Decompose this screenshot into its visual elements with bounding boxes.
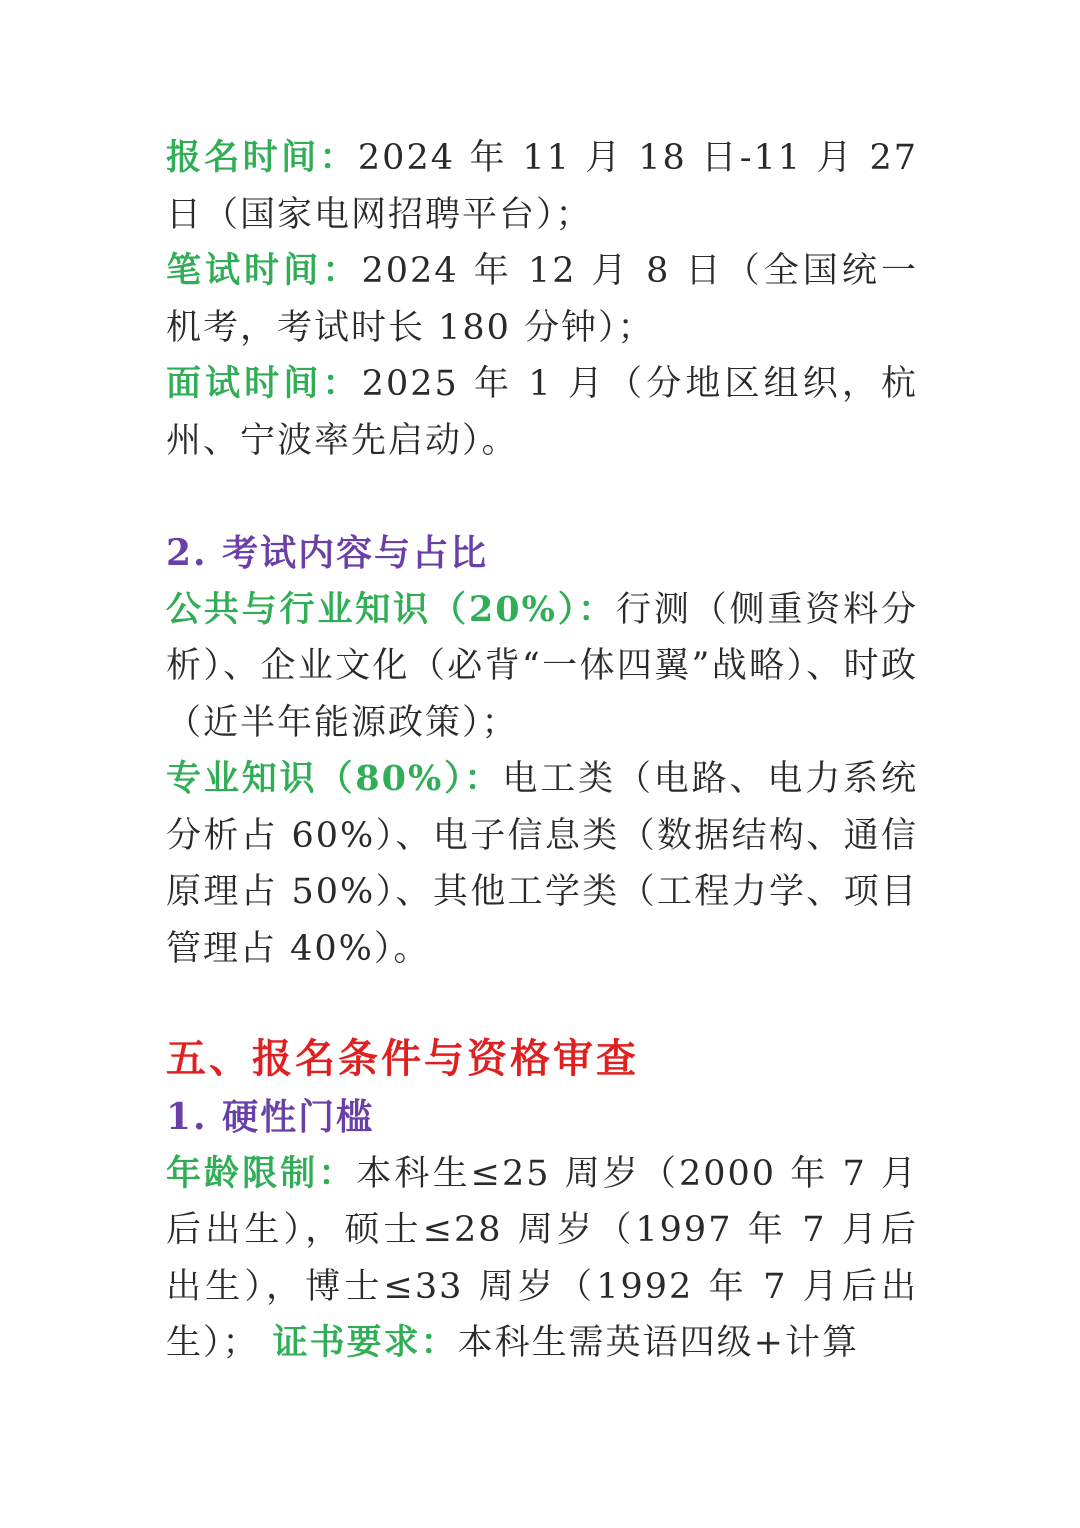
written-exam-paragraph — [166, 243, 918, 356]
article-body — [166, 130, 918, 1372]
age-limit-paragraph — [166, 1146, 918, 1372]
public-knowledge-label: 公共与行业知识（20%）： — [166, 588, 616, 630]
requirements-heading: 五、报名条件与资格审查 — [166, 1035, 639, 1082]
age-limit-label: 年龄限制： — [166, 1152, 357, 1194]
certificate-label: 证书要求： — [272, 1322, 458, 1363]
certificate-text: 本科生需英语四级+计算 — [457, 1323, 859, 1363]
interview-text: 2025 年 1 月（分地区组织，杭州、宁波率先启动）。 — [166, 364, 918, 461]
exam-content-heading: 2. 考试内容与占比 — [166, 532, 489, 574]
public-knowledge-paragraph — [166, 582, 918, 752]
interview-label: 面试时间： — [166, 363, 362, 404]
registration-text: 2024 年 11 月 18 日-11 月 27 日（国家电网招聘平台）； — [166, 138, 918, 235]
interview-paragraph — [166, 356, 918, 469]
professional-knowledge-label: 专业知识（80%）： — [166, 758, 503, 799]
professional-knowledge-text: 电工类（电路、电力系统分析占 60%）、电子信息类（数据结构、通信原理占 50%）、其他工学类（工程力学、项目管理占 40%）。 — [166, 759, 918, 969]
age-limit-text: 本科生≤25 周岁（2000 年 7 月后出生），硕士≤28 周岁（1997 年 7 月后出生），博士≤33 周岁（1992 年 7 月后出生）； — [166, 1153, 918, 1363]
professional-knowledge-paragraph — [166, 751, 918, 977]
hard-threshold-subheading: 1. 硬性门槛 — [166, 1096, 375, 1138]
written-exam-text: 2024 年 12 月 8 日（全国统一机考，考试时长 180 分钟）； — [166, 251, 918, 348]
section-spacer — [166, 469, 918, 525]
written-exam-label: 笔试时间： — [166, 250, 362, 291]
section-spacer — [166, 977, 918, 1029]
public-knowledge-text: 行测（侧重资料分析）、企业文化（必背“一体四翼”战略）、时政（近半年能源政策）； — [166, 589, 918, 743]
registration-paragraph — [166, 130, 918, 243]
registration-label: 报名时间： — [166, 137, 358, 178]
